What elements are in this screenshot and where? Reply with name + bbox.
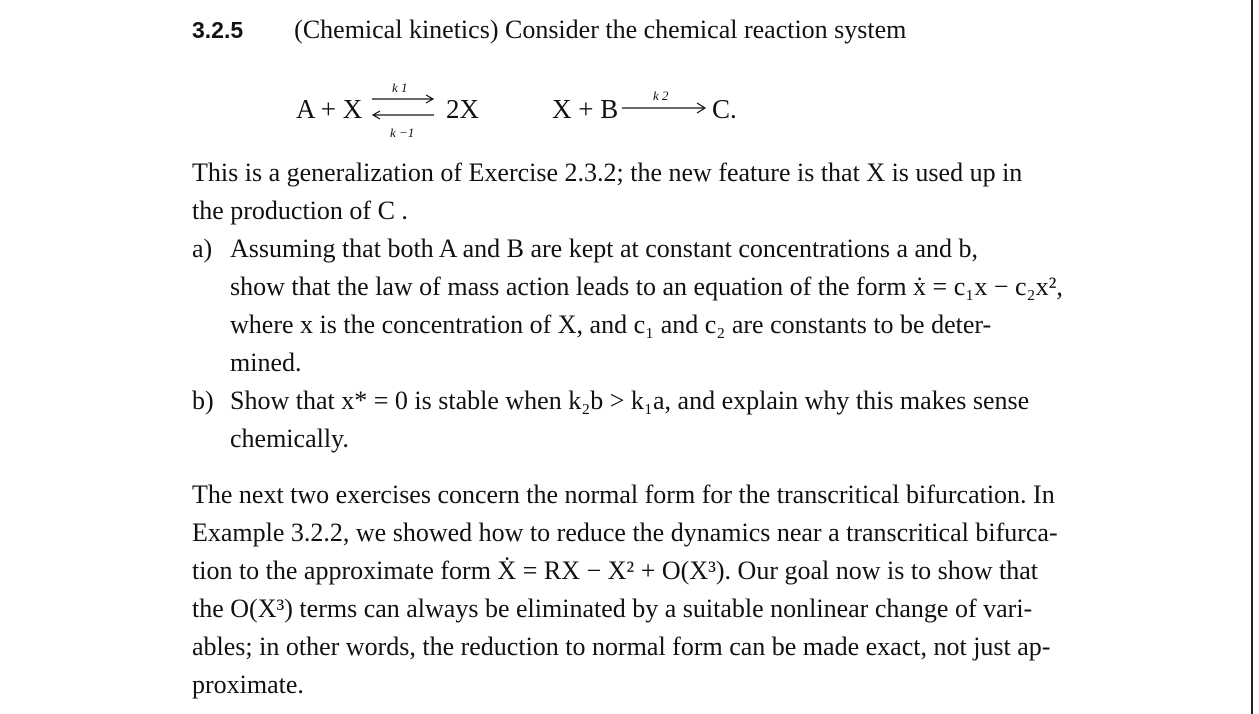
paragraph-line-6: proximate. [192, 670, 304, 699]
reaction2-right: C. [712, 94, 737, 124]
part-a-line-3: where x is the concentration of X, and c₁ and c₂ are constants to be deter- [230, 310, 992, 339]
reaction-arrow-icon [620, 100, 708, 116]
rate-equation: ẋ = c₁x − c₂x², [913, 272, 1063, 301]
part-a-line-2 [230, 268, 1063, 306]
paragraph-line-3: tion to the approximate form Ẋ = RX − X² + O(X³). Our goal now is to show that [192, 556, 1038, 585]
paragraph-line-5: ables; in other words, the reduction to normal form can be made exact, not just ap- [192, 632, 1051, 661]
exercise-heading [192, 11, 906, 49]
part-b-line-2: chemically. [230, 424, 349, 453]
part-a-line-2-text: show that the law of mass action leads to an equation of the form [230, 272, 907, 301]
part-a-line-1: Assuming that both A and B are kept at constant concentrations a and b, [230, 234, 979, 263]
rate-k-minus1: k −1 [390, 125, 415, 140]
paragraph-line-1: The next two exercises concern the normal form for the transcritical bifurcation. In [192, 480, 1055, 509]
intro-line-1: This is a generalization of Exercise 2.3.2; the new feature is that X is used up in [192, 158, 1023, 187]
intro-line-2: the production of C . [192, 196, 408, 225]
paragraph-line-4: the O(X³) terms can always be eliminated by a suitable nonlinear change of vari- [192, 594, 1033, 623]
rate-k1: k 1 [392, 80, 408, 95]
paragraph-line-2: Example 3.2.2, we showed how to reduce the dynamics near a transcritical bifurca- [192, 518, 1058, 547]
part-b-line-1: Show that x* = 0 is stable when k₂b > k₁a, and explain why this makes sense [230, 386, 1030, 415]
reaction2-left: X + B [552, 94, 619, 124]
part-a-line-4: mined. [230, 348, 302, 377]
rate-k2: k 2 [653, 88, 669, 103]
exercise-number: 3.2.5 [192, 17, 244, 43]
equilibrium-arrow-icon [370, 92, 436, 122]
reaction1-right: 2X [446, 94, 479, 124]
part-a-label: a) [192, 234, 213, 263]
exercise-title: (Chemical kinetics) Consider the chemical reaction system [294, 15, 907, 44]
reaction1-left: A + X [296, 94, 363, 124]
part-b-label: b) [192, 386, 214, 415]
